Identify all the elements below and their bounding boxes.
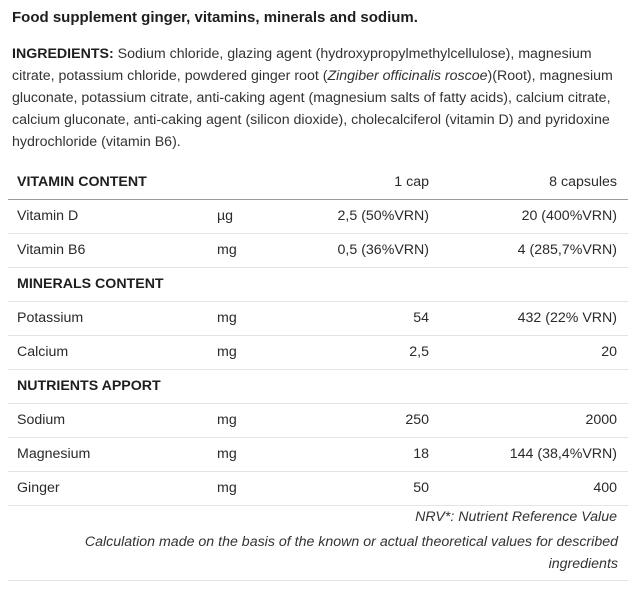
header-8-capsules: 8 capsules (549, 174, 617, 190)
row-caps: 144 (38,4%VRN) (509, 446, 617, 462)
row-name: Ginger (17, 480, 60, 496)
row-cap: 0,5 (36%VRN) (337, 242, 429, 258)
row-unit: mg (217, 412, 237, 428)
row-caps: 432 (22% VRN) (517, 310, 617, 326)
table-row (8, 336, 628, 370)
row-cap: 50 (413, 480, 429, 496)
row-unit: mg (217, 446, 237, 462)
minerals-section-title: MINERALS CONTENT (17, 276, 164, 292)
row-unit: mg (217, 310, 237, 326)
row-cap: 2,5 (50%VRN) (337, 208, 429, 224)
row-unit: mg (217, 480, 237, 496)
bottom-divider (8, 580, 628, 581)
table-row (8, 472, 628, 506)
ingredients-paragraph (12, 43, 624, 153)
header-1-cap: 1 cap (394, 174, 429, 190)
row-caps: 4 (285,7%VRN) (517, 242, 617, 258)
nutrients-section-title: NUTRIENTS APPORT (17, 378, 161, 394)
row-caps: 400 (593, 480, 617, 496)
product-title: Food supplement ginger, vitamins, minerals and sodium. (12, 9, 418, 26)
table-row (8, 302, 628, 336)
section-row-minerals (8, 268, 628, 302)
row-cap: 250 (405, 412, 429, 428)
table-row (8, 234, 628, 268)
row-name: Sodium (17, 412, 66, 428)
table-row (8, 200, 628, 234)
table-header-row (8, 167, 628, 200)
calculation-note: Calculation made on the basis of the known or actual theoretical values for described ingredients (84, 534, 618, 572)
row-cap: 2,5 (409, 344, 429, 360)
row-cap: 18 (413, 446, 429, 462)
row-caps: 2000 (585, 412, 617, 428)
row-name: Potassium (17, 310, 84, 326)
header-vitamin-content: VITAMIN CONTENT (17, 174, 147, 190)
row-name: Calcium (17, 344, 69, 360)
row-name: Vitamin B6 (17, 242, 86, 258)
row-name: Magnesium (17, 446, 91, 462)
table-row (8, 438, 628, 472)
nutrition-table (8, 167, 628, 506)
ingredients-label: INGREDIENTS: (12, 46, 114, 62)
row-name: Vitamin D (17, 208, 79, 224)
row-unit: mg (217, 344, 237, 360)
section-row-nutrients (8, 370, 628, 404)
table-row (8, 404, 628, 438)
ingredients-text-1: Sodium chloride, glazing agent (hydroxypropylmethylcellulose), magnesium citrate, potassium chloride, powdered ginger root ( (12, 46, 592, 84)
row-unit: mg (217, 242, 237, 258)
nrv-note: NRV*: Nutrient Reference Value (415, 509, 617, 525)
ingredients-text-2: )(Root), magnesium gluconate, potassium citrate, anti-caking agent (magnesium salts of fatty acids), calcium citrate, calcium gluconate, anti-caking agent (silicon dioxide), cholecalciferol (vitamin D) and pyridoxine hydrochloride (vitamin B6). (12, 68, 613, 150)
ingredients-latin-name: Zingiber officinalis roscoe (327, 68, 488, 84)
row-unit: µg (217, 208, 234, 224)
row-cap: 54 (413, 310, 429, 326)
row-caps: 20 (601, 344, 617, 360)
row-caps: 20 (400%VRN) (521, 208, 617, 224)
